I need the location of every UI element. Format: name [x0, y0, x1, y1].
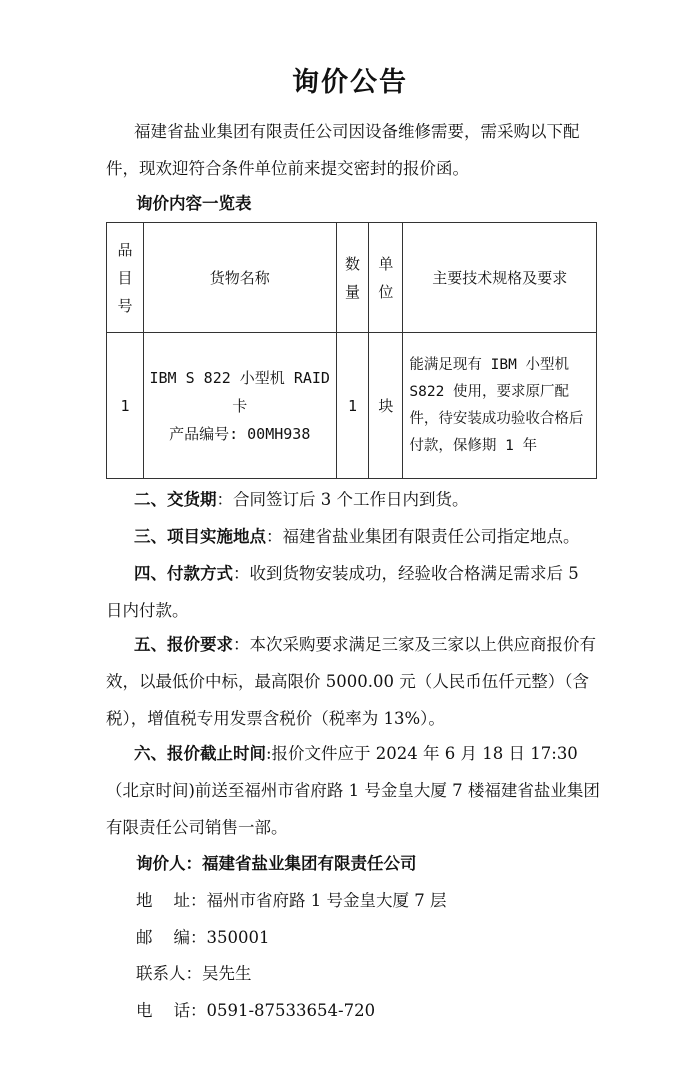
header-name: 货物名称 — [143, 223, 336, 333]
table-row — [107, 333, 597, 479]
phone-line: 电 话：0591-87533654-720 — [136, 1001, 376, 1020]
cell-name: IBM S 822 小型机 RAID 卡 产品编号: 00MH938 — [143, 333, 336, 479]
page-title: 询价公告 — [292, 67, 408, 98]
table-heading: 询价内容一览表 — [136, 194, 252, 213]
cell-item-no: 1 — [107, 333, 144, 479]
location-section: 三、项目实施地点：福建省盐业集团有限责任公司指定地点。 — [134, 527, 580, 546]
header-unit: 单 位 — [369, 223, 403, 333]
inquirer-line: 询价人：福建省盐业集团有限责任公司 — [136, 854, 417, 873]
cell-qty: 1 — [336, 333, 369, 479]
table-header-row — [107, 223, 597, 333]
cell-spec: 能满足现有 IBM 小型机 S822 使用，要求原厂配件，待安装成功验收合格后付款，保修期 1 年 — [403, 333, 597, 479]
delivery-section: 二、交货期：合同签订后 3 个工作日内到货。 — [134, 490, 469, 509]
payment-section: 四、付款方式：收到货物安装成功，经验收合格满足需求后 5 日内付款。 — [106, 564, 579, 620]
deadline-section: 六、报价截止时间:报价文件应于 2024 年 6 月 18 日 17:30（北京时间)前送至福州市省府路 1 号金皇大厦 7 楼福建省盐业集团有限责任公司销售一部。 — [106, 744, 600, 837]
header-qty: 数 量 — [336, 223, 369, 333]
intro-paragraph: 福建省盐业集团有限责任公司因设备维修需要，需采购以下配件，现欢迎符合条件单位前来提交密封的报价函。 — [106, 122, 580, 178]
quote-section: 五、报价要求：本次采购要求满足三家及三家以上供应商报价有效，以最低价中标，最高限价 5000.00 元（人民币伍仟元整）（含税），增值税专用发票含税价（税率为 13%）。 — [106, 635, 596, 728]
contact-person-line: 联系人：吴先生 — [136, 964, 252, 983]
inquiry-table — [106, 222, 597, 479]
address-line: 地 址：福州市省府路 1 号金皇大厦 7 层 — [136, 891, 447, 910]
header-item-no: 品 目 号 — [107, 223, 144, 333]
cell-unit: 块 — [369, 333, 403, 479]
postcode-line: 邮 编：350001 — [136, 928, 270, 947]
header-spec: 主要技术规格及要求 — [403, 223, 597, 333]
